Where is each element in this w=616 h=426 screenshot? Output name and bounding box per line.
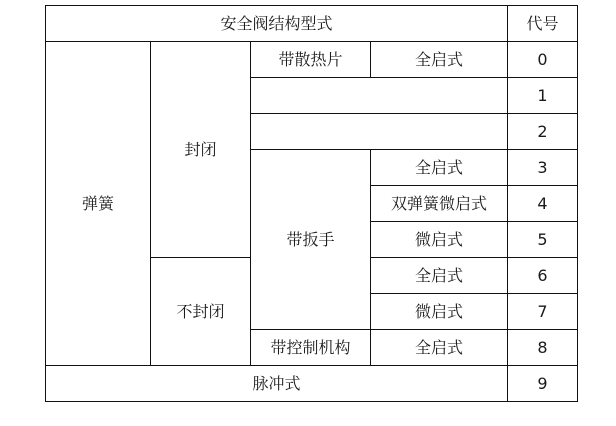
cell-code: 8 — [508, 330, 578, 366]
cell-code: 3 — [508, 150, 578, 186]
cell-code: 0 — [508, 42, 578, 78]
cell-empty — [251, 114, 508, 150]
cell-code: 9 — [508, 366, 578, 402]
cell-lift-type: 双弹簧微启式 — [371, 186, 508, 222]
cell-structure-control: 带控制机构 — [251, 330, 371, 366]
cell-lift-type: 全启式 — [371, 42, 508, 78]
table-header-row — [46, 6, 578, 42]
cell-lift-type: 全启式 — [371, 258, 508, 294]
cell-code: 2 — [508, 114, 578, 150]
cell-structure-lever: 带扳手 — [251, 150, 371, 330]
cell-lift-type: 全启式 — [371, 330, 508, 366]
cell-code: 4 — [508, 186, 578, 222]
cell-category-pulse: 脉冲式 — [46, 366, 508, 402]
cell-lift-type: 微启式 — [371, 294, 508, 330]
table-row — [46, 42, 578, 78]
cell-code: 5 — [508, 222, 578, 258]
cell-category-spring: 弹簧 — [46, 42, 151, 366]
cell-lift-type: 全启式 — [371, 150, 508, 186]
cell-open-type: 不封闭 — [151, 258, 251, 366]
table-title: 安全阀结构型式 — [46, 6, 508, 42]
cell-closed-type: 封闭 — [151, 42, 251, 258]
cell-code: 7 — [508, 294, 578, 330]
cell-code: 1 — [508, 78, 578, 114]
cell-code: 6 — [508, 258, 578, 294]
cell-structure-fin: 带散热片 — [251, 42, 371, 78]
cell-lift-type: 微启式 — [371, 222, 508, 258]
cell-empty — [251, 78, 508, 114]
valve-structure-table — [45, 5, 578, 402]
code-column-header: 代号 — [508, 6, 578, 42]
table-row — [46, 366, 578, 402]
